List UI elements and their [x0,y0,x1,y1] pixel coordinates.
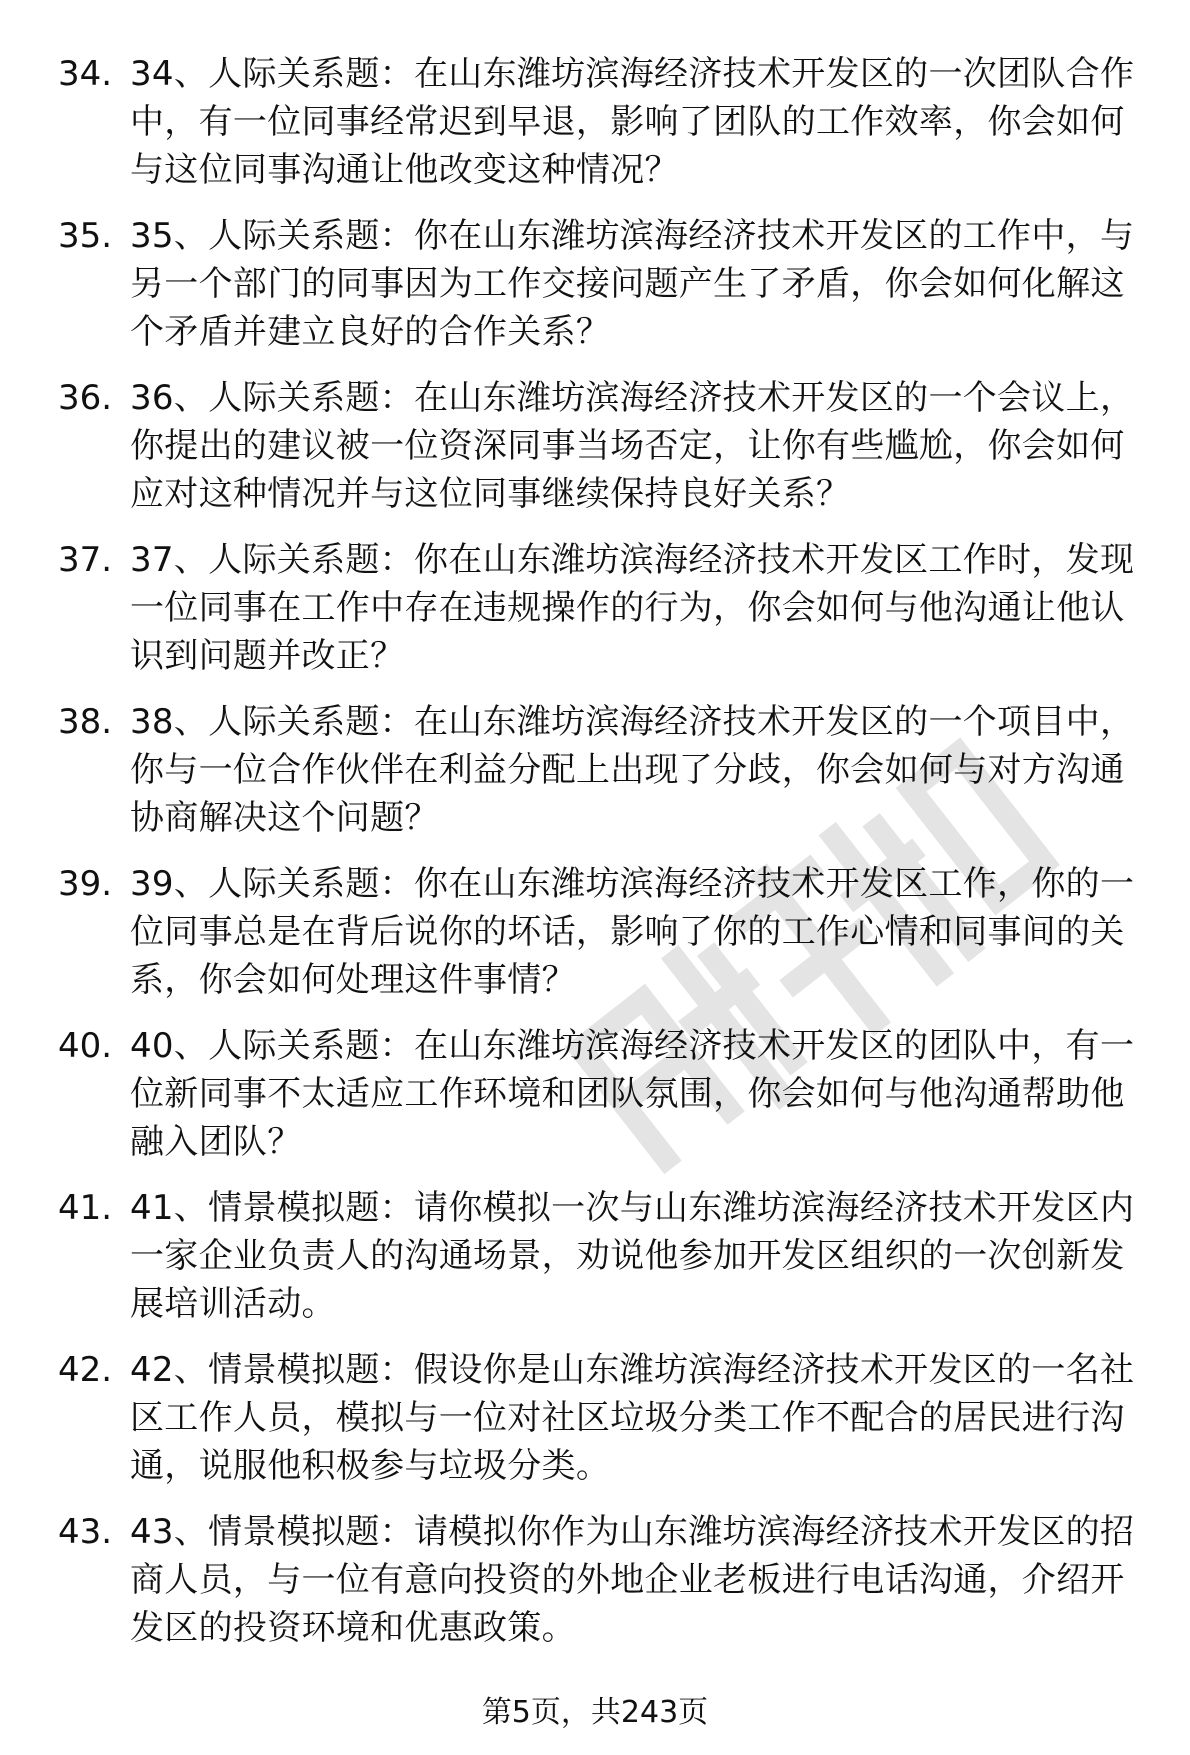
question-number: 41. [58,1188,113,1228]
question-text: 38、人际关系题：在山东潍坊滨海经济技术开发区的一个项目中，你与一位合作伙伴在利益分配上出现了分歧，你会如何与对方沟通协商解决这个问题？ [130,702,1135,838]
question-number: 36. [58,378,113,418]
question-item [58,1346,1158,1490]
question-number: 35. [58,216,113,256]
question-text: 43、情景模拟题：请模拟你作为山东潍坊滨海经济技术开发区的招商人员，与一位有意向投资的外地企业老板进行电话沟通，介绍开发区的投资环境和优惠政策。 [130,1512,1135,1648]
question-number: 34. [58,54,113,94]
question-item [58,698,1158,842]
question-text: 39、人际关系题：你在山东潍坊滨海经济技术开发区工作，你的一位同事总是在背后说你的坏话，影响了你的工作心情和同事间的关系，你会如何处理这件事情？ [130,864,1135,1000]
question-number: 40. [58,1026,113,1066]
question-number: 42. [58,1350,113,1390]
question-item [58,1184,1158,1328]
question-number: 43. [58,1512,113,1552]
question-number: 38. [58,702,113,742]
question-item [58,536,1158,680]
question-item [58,1022,1158,1166]
question-item [58,212,1158,356]
question-text: 42、情景模拟题：假设你是山东潍坊滨海经济技术开发区的一名社区工作人员，模拟与一位对社区垃圾分类工作不配合的居民进行沟通，说服他积极参与垃圾分类。 [130,1350,1135,1486]
question-item [58,50,1158,194]
question-item [58,1508,1158,1652]
question-item [58,860,1158,1004]
question-number: 39. [58,864,113,904]
question-text: 37、人际关系题：你在山东潍坊滨海经济技术开发区工作时，发现一位同事在工作中存在违规操作的行为，你会如何与他沟通让他认识到问题并改正？ [130,540,1135,676]
question-list [58,50,1158,1670]
question-text: 36、人际关系题：在山东潍坊滨海经济技术开发区的一个会议上，你提出的建议被一位资深同事当场否定，让你有些尴尬，你会如何应对这种情况并与这位同事继续保持良好关系？ [130,378,1135,514]
question-number: 37. [58,540,113,580]
question-text: 40、人际关系题：在山东潍坊滨海经济技术开发区的团队中，有一位新同事不太适应工作环境和团队氛围，你会如何与他沟通帮助他融入团队？ [130,1026,1135,1162]
question-item [58,374,1158,518]
question-text: 41、情景模拟题：请你模拟一次与山东潍坊滨海经济技术开发区内一家企业负责人的沟通场景，劝说他参加开发区组织的一次创新发展培训活动。 [130,1188,1135,1324]
question-text: 35、人际关系题：你在山东潍坊滨海经济技术开发区的工作中，与另一个部门的同事因为工作交接问题产生了矛盾，你会如何化解这个矛盾并建立良好的合作关系？ [130,216,1135,352]
page-footer: 第5页，共243页 [481,1695,709,1730]
question-text: 34、人际关系题：在山东潍坊滨海经济技术开发区的一次团队合作中，有一位同事经常迟到早退，影响了团队的工作效率，你会如何与这位同事沟通让他改变这种情况？ [130,54,1135,190]
